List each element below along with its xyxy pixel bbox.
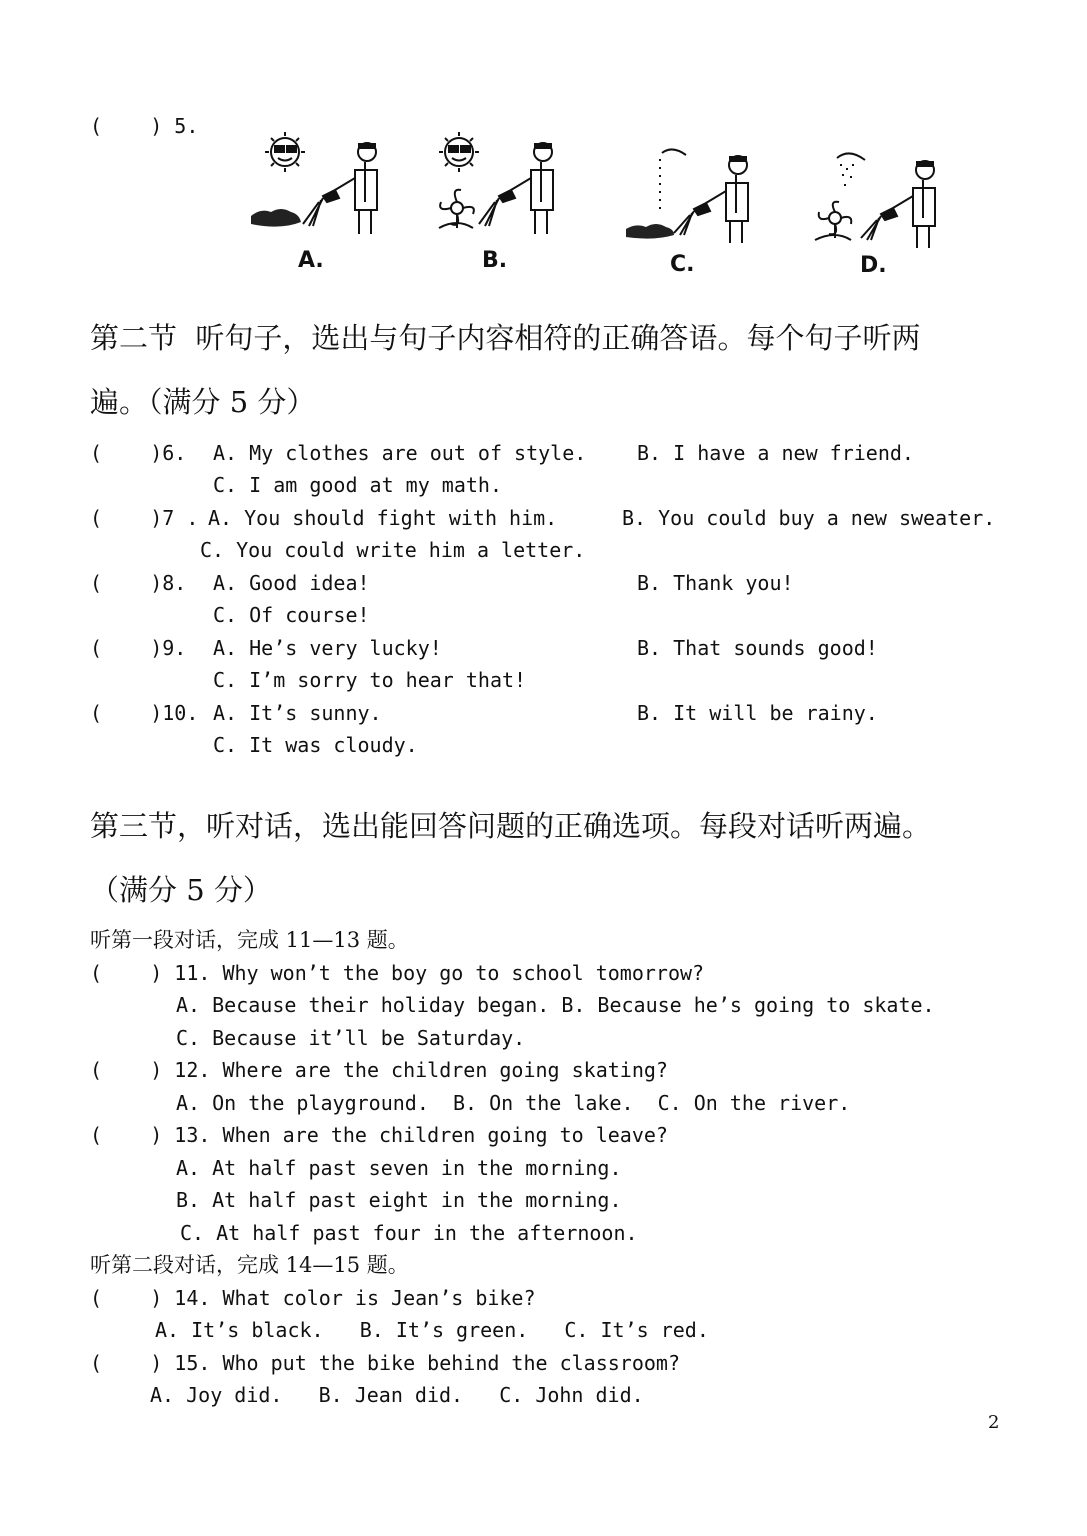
section2-title-line1: 第二节 听句子，选出与句子内容相符的正确答语。每个句子听两 [90,321,921,355]
q11-option-c: C. Because it’ll be Saturday. [176,1026,526,1050]
q8-option-c: C. Of course! [213,603,370,627]
picture-label-c: C. [670,252,695,277]
q13-option-c: C. At half past four in the afternoon. [180,1221,638,1245]
q10-option-c: C. It was cloudy. [213,733,418,757]
q6-option-c: C. I am good at my math. [213,473,502,497]
q14-options: A. It’s black. B. It’s green. C. It’s red. [155,1318,709,1342]
q11-options-ab: A. Because their holiday began. B. Because he’s going to skate. [176,993,935,1017]
q13-question: ( ) 13. When are the children going to leave? [90,1123,668,1147]
q10-option-b: B. It will be rainy. [637,701,878,725]
q9-option-b: B. That sounds good! [637,636,878,660]
q14-question: ( ) 14. What color is Jean’s bike? [90,1286,536,1310]
q6-option-b: B. I have a new friend. [637,441,914,465]
q7-number: ( )7 . [90,506,199,530]
picture-a-sun-watering-icon [245,130,385,250]
section3-title-line2: （满分 5 分） [90,873,272,907]
q8-option-a: A. Good idea! [213,571,370,595]
picture-label-d: D. [860,253,887,278]
q15-question: ( ) 15. Who put the bike behind the classroom? [90,1351,681,1375]
picture-label-a: A. [298,248,324,273]
section3-title-line1: 第三节，听对话，选出能回答问题的正确选项。每段对话听两遍。 [90,809,932,843]
q8-number: ( )8. [90,571,187,595]
dialog1-intro: 听第一段对话，完成 11—13 题。 [90,928,409,952]
q9-number: ( )9. [90,636,187,660]
page-number: 2 [988,1412,1000,1433]
q6-number: ( )6. [90,441,187,465]
picture-b-sun-flower-icon [425,130,565,250]
q12-question: ( ) 12. Where are the children going skating? [90,1058,668,1082]
q10-number: ( )10. [90,701,199,725]
picture-d-rain-flower-icon [805,148,945,258]
q12-options: A. On the playground. B. On the lake. C. On the river. [176,1091,851,1115]
section2-title-line2: 遍。（满分 5 分） [90,385,316,419]
q15-options: A. Joy did. B. Jean did. C. John did. [150,1383,644,1407]
picture-label-b: B. [482,248,508,273]
q5-number: ( ) 5. [90,114,199,138]
dialog2-intro: 听第二段对话，完成 14—15 题。 [90,1253,409,1277]
q10-option-a: A. It’s sunny. [213,701,382,725]
q13-option-a: A. At half past seven in the morning. [176,1156,622,1180]
q7-option-c: C. You could write him a letter. [200,538,586,562]
picture-c-rain-watering-icon [620,145,760,255]
q7-option-b: B. You could buy a new sweater. [622,506,996,530]
q9-option-a: A. He’s very lucky! [213,636,442,660]
q8-option-b: B. Thank you! [637,571,794,595]
q9-option-c: C. I’m sorry to hear that! [213,668,527,692]
q11-question: ( ) 11. Why won’t the boy go to school tomorrow? [90,961,705,985]
q6-option-a: A. My clothes are out of style. [213,441,587,465]
q7-option-a: A. You should fight with him. [208,506,558,530]
q13-option-b: B. At half past eight in the morning. [176,1188,622,1212]
